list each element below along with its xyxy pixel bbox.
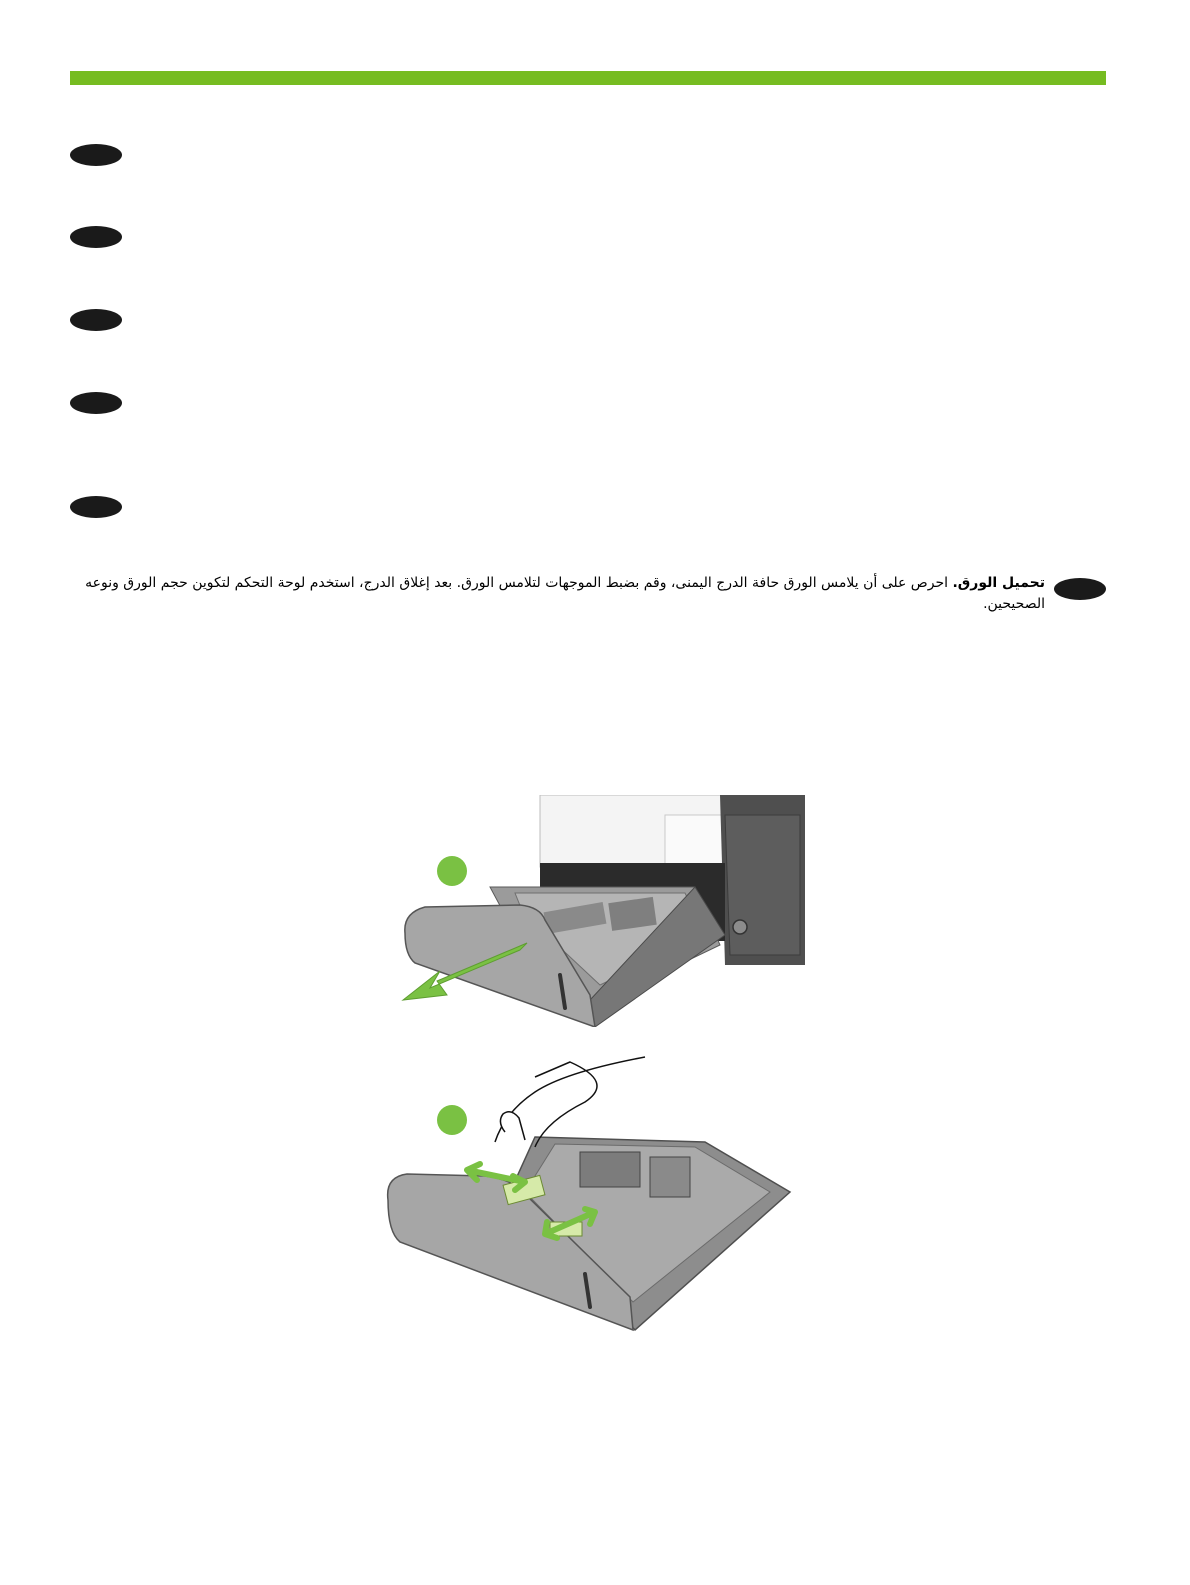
arabic-title: تحميل الورق. [952,575,1045,591]
language-marker-1 [70,144,122,166]
language-marker-2 [70,226,122,248]
step-1-marker [437,856,467,886]
language-marker-3 [70,309,122,331]
arabic-body: احرص على أن يلامس الورق حافة الدرج اليمنى، وقم بضبط الموجهات لتلامس الورق. بعد إغلاق الدرج، استخدم لوحة التحكم لتكوين حجم الورق ونوعه الصحيحين. [85,575,1045,612]
arabic-instructions [65,573,1045,615]
open-tray-figure [395,795,805,1027]
language-marker-5 [70,496,122,518]
adjust-guides-figure [385,1052,795,1332]
language-marker-arabic [1054,578,1106,600]
step-2-marker [437,1105,467,1135]
top-accent-bar [70,71,1106,85]
language-marker-4 [70,392,122,414]
